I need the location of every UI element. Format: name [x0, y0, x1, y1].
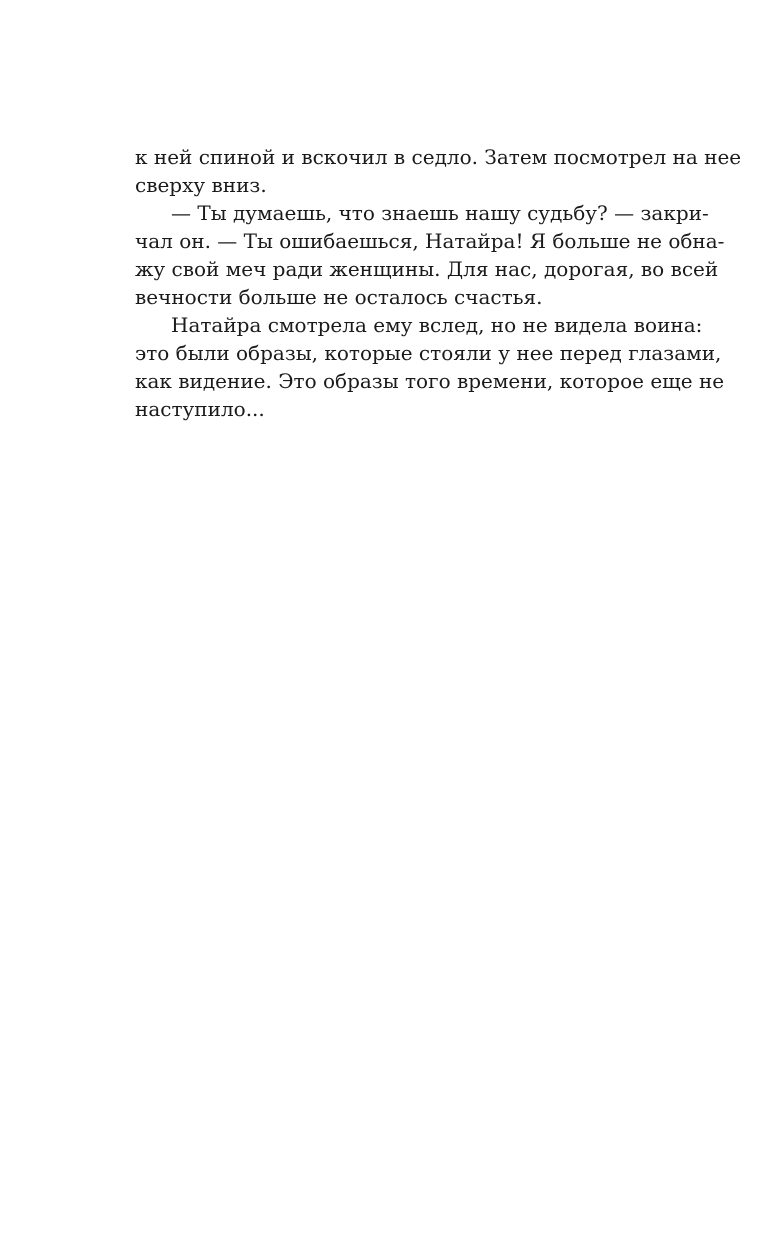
text-line: чал он. — Ты ошибаешься, Натайра! Я больше не обна- — [135, 229, 725, 253]
paragraph-1 — [135, 143, 742, 199]
body-text — [135, 143, 742, 423]
paragraph-2 — [135, 199, 725, 311]
text-line: как видение. Это образы того времени, которое еще не — [135, 369, 725, 393]
text-line: сверху вниз. — [135, 173, 267, 197]
text-line: — Ты думаешь, что знаешь нашу судьбу? — закри- — [171, 201, 709, 225]
text-line: к ней спиной и вскочил в седло. Затем посмотрел на нее — [135, 145, 742, 169]
text-line: это были образы, которые стояли у нее перед глазами, — [135, 341, 722, 365]
paragraph-3 — [135, 311, 725, 423]
text-line: Натайра смотрела ему вслед, но не видела воина: — [171, 313, 703, 337]
text-line: вечности больше не осталось счастья. — [135, 285, 543, 309]
text-line: наступило... — [135, 397, 265, 421]
text-line: жу свой меч ради женщины. Для нас, дорогая, во всей — [135, 257, 719, 281]
